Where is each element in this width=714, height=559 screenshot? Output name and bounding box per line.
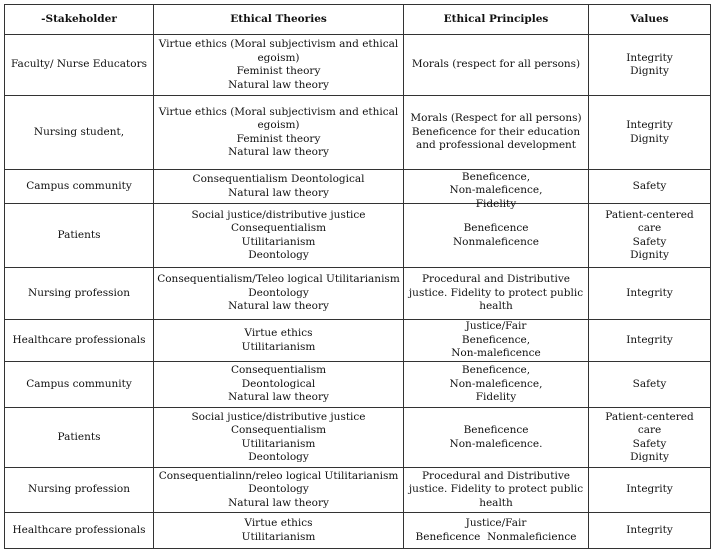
theory-item: Virtue ethics (Moral subjectivism and ethical egoism) (158, 105, 399, 131)
table-row (5, 170, 711, 204)
theory-item: Utilitarianism (241, 530, 316, 543)
theory-item: Natural law theory (228, 496, 329, 509)
table-row (5, 468, 711, 513)
principle-item: Beneficence, (461, 170, 531, 183)
stakeholder-cell: Campus community (5, 362, 154, 408)
principle-item: Justice/Fair (465, 320, 527, 333)
theories-cell (154, 362, 404, 408)
theory-item: Deontology (248, 249, 309, 261)
principle-item: Beneficence, (461, 364, 531, 377)
theory-item: Deontology (248, 451, 309, 463)
stakeholder-cell: Healthcare professionals (5, 320, 154, 362)
theories-cell (154, 320, 404, 362)
theory-item: Consequentialism (230, 364, 327, 377)
header-ethical-principles: Ethical Principles (404, 5, 589, 35)
table-row (5, 513, 711, 549)
values-cell (589, 320, 711, 362)
header-stakeholder: -Stakeholder (5, 5, 154, 35)
theory-item: Utilitarianism (241, 437, 316, 450)
theory-item: Virtue ethics (Moral subjectivism and ethical egoism) (158, 38, 399, 64)
table-row (5, 35, 711, 96)
principle-item: Fidelity (475, 197, 517, 210)
values-cell (589, 35, 711, 96)
value-item: Dignity (630, 249, 669, 261)
stakeholder-cell: Nursing profession (5, 468, 154, 513)
values-cell (589, 362, 711, 408)
principle-item: Morals (Respect for all persons) (410, 112, 582, 125)
theory-item: Natural law theory (228, 391, 329, 404)
value-item: Dignity (630, 65, 669, 77)
table-row (5, 268, 711, 320)
header-ethical-theories: Ethical Theories (154, 5, 404, 35)
principle-item: Morals (respect for all persons) (411, 58, 581, 71)
values-cell (589, 513, 711, 549)
stakeholder-cell: Nursing profession (5, 268, 154, 320)
theory-item: Natural law theory (228, 300, 329, 313)
value-item: Integrity (626, 119, 673, 131)
stakeholder-cell: Campus community (5, 170, 154, 204)
principle-item: Justice/Fair (465, 517, 527, 529)
stakeholder-cell: Patients (5, 408, 154, 468)
theory-item: Deontology (248, 483, 309, 496)
theories-cell (154, 35, 404, 96)
theory-item: Virtue ethics (244, 327, 313, 339)
header-values: Values (589, 5, 711, 35)
values-cell (589, 170, 711, 204)
table-row (5, 320, 711, 362)
principles-cell (404, 170, 589, 210)
stakeholder-cell: Healthcare professionals (5, 513, 154, 549)
stakeholder-cell: Nursing student, (5, 96, 154, 170)
theory-item: Natural law theory (228, 78, 329, 91)
theory-item: Natural law theory (228, 186, 329, 199)
ethics-table (4, 4, 711, 549)
principles-cell (404, 268, 589, 320)
principles-cell (404, 408, 589, 468)
principle-item: Procedural and Distributive justice. Fidelity to protect public health (408, 469, 584, 509)
principle-item: Procedural and Distributive justice. Fidelity to protect public health (408, 273, 584, 313)
value-item: Integrity (626, 51, 673, 64)
principles-cell (404, 468, 589, 513)
theories-cell (154, 468, 404, 513)
principle-item: Beneficence for their education and professional development (411, 125, 581, 152)
theories-cell (154, 204, 404, 268)
principles-cell (404, 362, 589, 408)
theories-cell (154, 408, 404, 468)
values-cell (589, 268, 711, 320)
value-item: Safety (632, 437, 667, 450)
theories-cell (154, 170, 404, 204)
theories-cell (154, 268, 404, 320)
principles-cell (404, 35, 589, 96)
theories-cell (154, 513, 404, 549)
principles-cell (404, 320, 589, 362)
value-item: Patient-centered care (605, 208, 694, 234)
theory-item: Consequentialism Deontological (192, 173, 365, 185)
principles-cell (404, 96, 589, 170)
theory-item: Natural law theory (228, 146, 329, 158)
value-item: Safety (632, 377, 667, 390)
theory-item: Consequentialism/Teleo logical Utilitarianism (157, 273, 400, 286)
principle-item: Beneficence Nonmaleficience (415, 530, 577, 543)
value-item: Integrity (626, 333, 673, 346)
theory-item: Feminist theory (236, 65, 321, 77)
value-item: Patient-centered care (605, 410, 694, 436)
principles-cell (404, 513, 589, 549)
values-cell (589, 468, 711, 513)
value-item: Integrity (626, 286, 673, 299)
value-item: Safety (632, 235, 667, 248)
theory-item: Consequentialism (230, 424, 327, 436)
stakeholder-cell: Faculty/ Nurse Educators (5, 35, 154, 96)
header-row (5, 5, 711, 35)
theories-cell (154, 96, 404, 170)
theory-item: Virtue ethics (244, 517, 313, 529)
value-item: Integrity (626, 483, 673, 496)
theory-item: Utilitarianism (241, 235, 316, 248)
principle-item: Fidelity (475, 391, 517, 404)
stakeholder-cell: Patients (5, 204, 154, 268)
principle-item: Non-maleficence, (449, 377, 543, 390)
principle-item: Non-maleficence (451, 347, 541, 360)
theory-item: Deontology (248, 286, 309, 299)
principle-item: Non-maleficence. (449, 437, 543, 450)
values-cell (589, 96, 711, 170)
theory-item: Utilitarianism (241, 340, 316, 353)
principle-item: Beneficence, (461, 333, 531, 346)
value-item: Safety (632, 179, 667, 192)
principle-item: Non-maleficence, (449, 184, 543, 196)
theory-item: Deontological (241, 377, 316, 390)
principles-cell (404, 204, 589, 268)
table-row (5, 96, 711, 170)
principle-item: Nonmaleficence (452, 235, 539, 248)
value-item: Dignity (630, 132, 669, 145)
values-cell (589, 408, 711, 468)
theory-item: Social justice/distributive justice (191, 208, 366, 221)
theory-item: Consequentialinn/releo logical Utilitarianism (158, 469, 399, 482)
table-row (5, 408, 711, 468)
theory-item: Social justice/distributive justice (191, 410, 366, 423)
value-item: Integrity (626, 523, 673, 536)
principle-item: Beneficence (463, 424, 529, 436)
principle-item: Beneficence (463, 222, 529, 234)
theory-item: Consequentialism (230, 222, 327, 234)
theory-item: Feminist theory (236, 132, 321, 145)
table-row (5, 362, 711, 408)
value-item: Dignity (630, 451, 669, 463)
table-row (5, 204, 711, 268)
values-cell (589, 204, 711, 268)
